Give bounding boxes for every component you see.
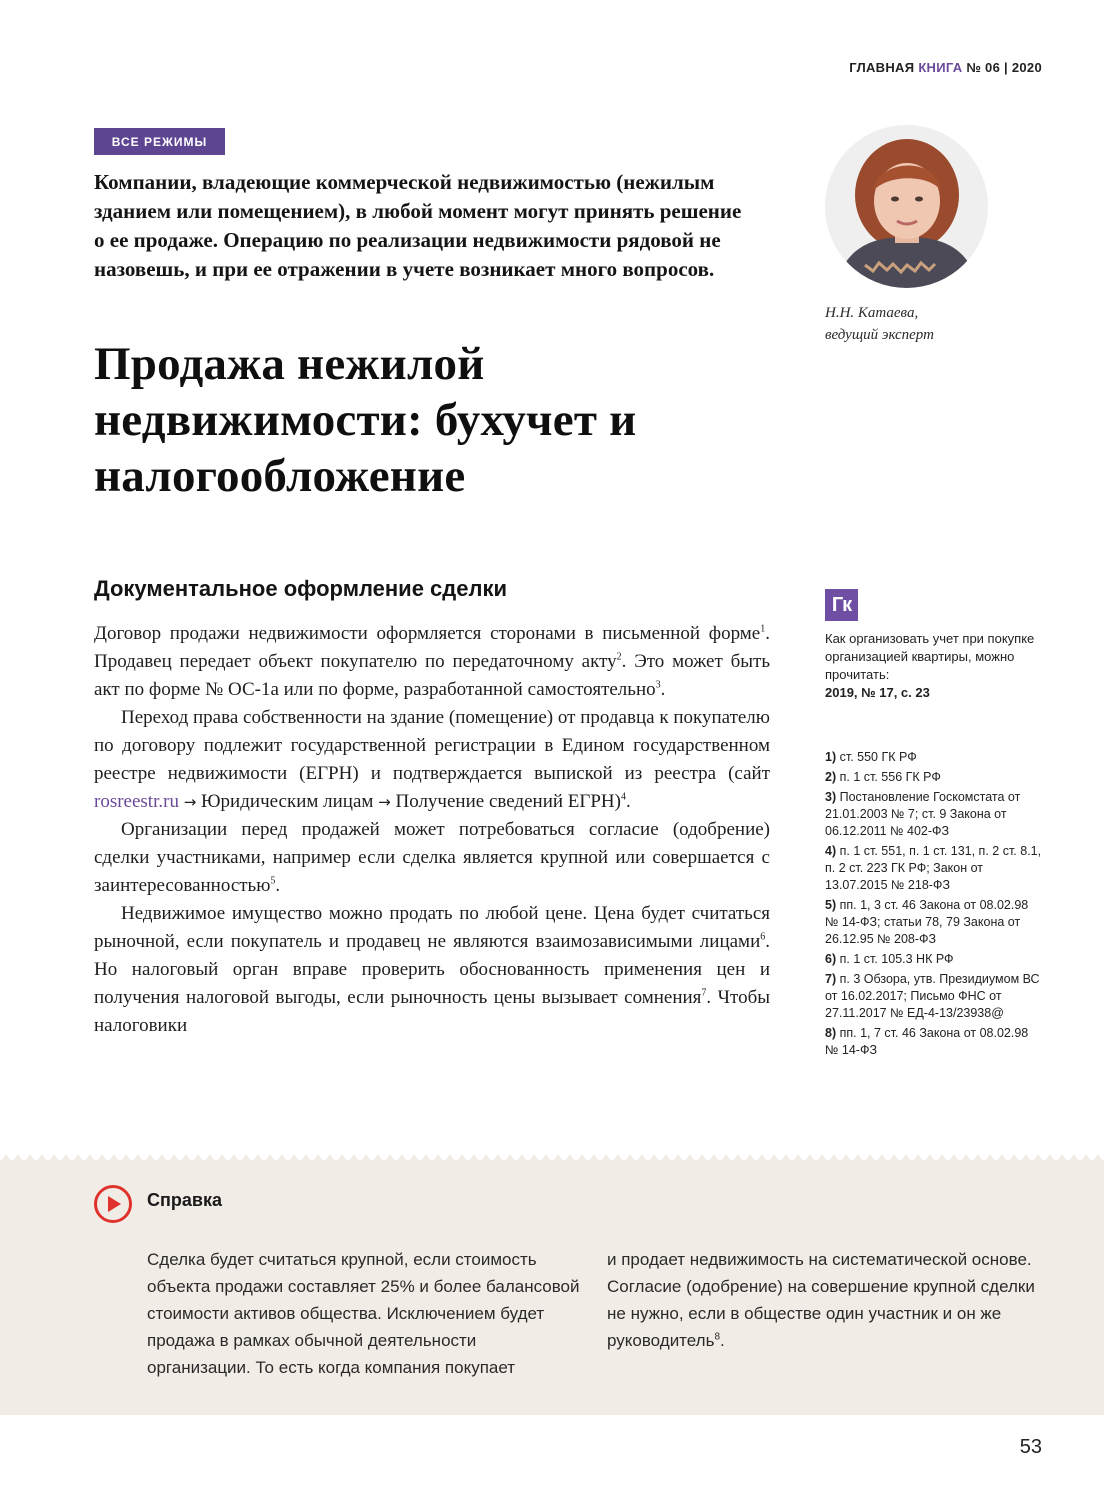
reference-col2-p1: и продает недвижимость на систематической основе.	[607, 1250, 1032, 1269]
section-title: Документальное оформление сделки	[94, 576, 508, 601]
sidebar-note-ref[interactable]: 2019, № 17, с. 23	[825, 685, 930, 700]
body-paragraph-1: Договор продажи недвижимости оформляется сторонами в письменной форме$^1$. Продавец передает объект покупателю по передаточному акту$^2$. Это может быть акт по форме № ОС-1а или по форме, разработанной самостоятельно$^3$.	[94, 623, 770, 700]
footnote: 6) п. 1 ст. 105.3 НК РФ	[825, 952, 954, 966]
page-number: 53	[1019, 1436, 1042, 1458]
zigzag-edge-icon	[0, 1154, 1104, 1162]
lead-paragraph: Компании, владеющие коммерческой недвижимостью (нежилым зданием или помещением), в любой момент могут принять решение о ее продаже. Операцию по реализации недвижимости рядовой не назовешь, и при ее отражении в учете возникает много вопросов.	[94, 170, 742, 281]
sidebar-note-text: Как организовать учет при покупке организацией квартиры, можно прочитать:	[825, 631, 1035, 682]
author-portrait-icon	[825, 125, 988, 288]
footnote: 5) пп. 1, 3 ст. 46 Закона от 08.02.98 № 14-ФЗ; статьи 78, 79 Закона от 26.12.95 № 208-ФЗ	[825, 898, 1029, 946]
play-icon	[93, 1184, 133, 1224]
brand-accent: КНИГА	[918, 60, 963, 75]
article-body	[94, 620, 770, 1082]
reference-col2-p2: Согласие (одобрение) на совершение крупной сделки не нужно, если в обществе один участник и он же руководитель$^8$.	[607, 1277, 1035, 1350]
footnote: 8) пп. 1, 7 ст. 46 Закона от 08.02.98 № 14-ФЗ	[825, 1026, 1029, 1057]
footnotes	[825, 749, 1045, 1062]
reference-column-1: Сделка будет считаться крупной, если стоимость объекта продажи составляет 25% и более балансовой стоимости активов общества. Исключением будет продажа в рамках обычной деятельности организации. То есть когда компания покупает	[147, 1250, 580, 1377]
arrow-right-icon: →	[183, 793, 197, 811]
gk-logo-icon: Гк	[825, 589, 858, 621]
article-title: Продажа нежилой недвижимости: бухучет и налогообложение	[94, 338, 637, 502]
masthead	[849, 60, 1042, 75]
category-tag: ВСЕ РЕЖИМЫ	[94, 128, 225, 155]
author-role: ведущий эксперт	[825, 327, 934, 343]
footnote: 4) п. 1 ст. 551, п. 1 ст. 131, п. 2 ст. 8.1, п. 2 ст. 223 ГК РФ; Закон от 13.07.2015 № 218-ФЗ	[825, 844, 1042, 892]
footnote: 2) п. 1 ст. 556 ГК РФ	[825, 770, 941, 784]
arrow-right-icon: →	[378, 793, 391, 811]
reference-title: Справка	[147, 1190, 222, 1210]
issue-number: № 06 | 2020	[966, 60, 1042, 75]
author-photo	[825, 125, 988, 288]
footnote: 1) ст. 550 ГК РФ	[825, 750, 917, 764]
sidebar-note	[825, 630, 1040, 702]
footnote: 3) Постановление Госкомстата от 21.01.2003 № 7; ст. 9 Закона от 06.12.2011 № 402-ФЗ	[825, 790, 1021, 838]
author-caption	[825, 302, 934, 346]
author-name: Н.Н. Катаева,	[825, 305, 919, 321]
body-paragraph-3: Организации перед продажей может потребоваться согласие (одобрение) сделки участниками, например если сделка является крупной или совершается с заинтересованностью$^5$.	[94, 819, 770, 896]
footnote: 7) п. 3 Обзора, утв. Президиумом ВС от 16.02.2017; Письмо ФНС от 27.11.2017 № ЕД-4-13/23938@	[825, 972, 1040, 1020]
rosreestr-link[interactable]: rosreestr.ru	[94, 791, 179, 812]
body-paragraph-2: Переход права собственности на здание (помещение) от продавца к покупателю по договору подлежит государственной регистрации в Едином государственном реестре недвижимости (ЕГРН) и подтверждается выпиской из реестра (сайт rosreestr.ru → Юридическим лицам → Получение сведений ЕГРН)$^4$.	[94, 707, 770, 812]
body-paragraph-4: Недвижимое имущество можно продать по любой цене. Цена будет считаться рыночной, если покупатель и продавец не являются взаимозависимыми лицами$^6$. Но налоговый орган вправе проверить обоснованность применения цен и получения налоговой выгоды, если рыночность цены вызывает сомнения$^7$. Чтобы налоговики	[94, 903, 770, 1036]
reference-column-2	[607, 1246, 1047, 1354]
brand-main: ГЛАВНАЯ	[849, 60, 915, 75]
